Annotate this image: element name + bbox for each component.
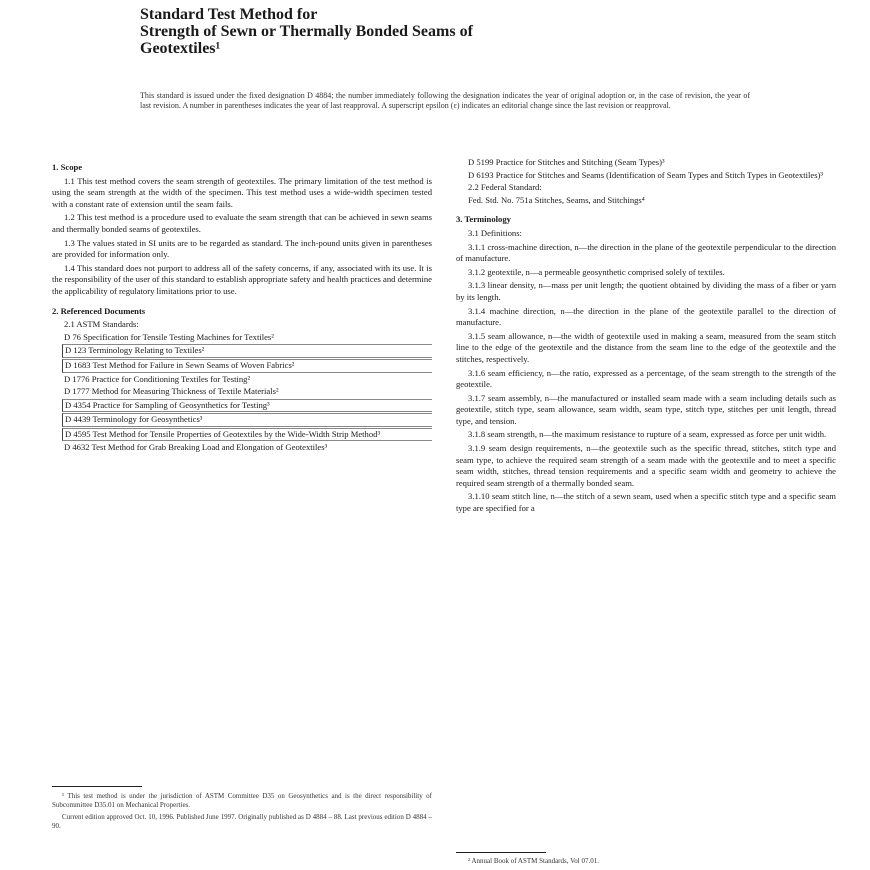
terminology-definition: 3.1 Definitions: [468,227,522,238]
reference-item: D 4595 Test Method for Tensile Properties of Geotextiles by the Wide-Width Strip Method³ [62,428,432,442]
title-line: Standard Test Method for [140,6,318,23]
reference-item: D 5199 Practice for Stitches and Stitching (Seam Types)³ [468,157,665,167]
section-heading-terminology: 3. Terminology [456,214,511,225]
reference-item: D 123 Terminology Relating to Textiles² [62,344,432,358]
right-column [456,157,836,517]
terminology-definition: 3.1.1 cross-machine direction, n—the direction in the plane of the geotextile perpendicular to the direction of manufacture. [456,241,836,264]
reference-item: D 1777 Method for Measuring Thickness of Textile Materials² [64,386,279,397]
designation-notice: This standard is issued under the fixed designation D 4884; the number immediately following the designation indicates the year of original adoption or, in the case of revision, the year of last revision. A number in parentheses indicates the year of last reapproval. A superscript epsilon (ε) indicates an editorial change since the last revision or reapproval. [140,91,750,110]
terminology-definition: 3.1.8 seam strength, n—the maximum resistance to rupture of a seam, expressed as force per unit width. [468,429,827,440]
title-line: Strength of Sewn or Thermally Bonded Seams of [140,23,473,40]
footnote: ¹ This test method is under the jurisdiction of ASTM Committee D35 on Geosynthetics and is the direct responsibility of Subcommittee D35.01 on Mechanical Properties. [52,792,432,809]
terminology-definition: 3.1.6 seam efficiency, n—the ratio, expressed as a percentage, of the seam strength to the strength of the geotextile. [456,367,836,390]
footnote-right: ² Annual Book of ASTM Standards, Vol 07.01. [468,857,599,865]
reference-list-continued [456,157,836,206]
terminology-definition: 3.1.5 seam allowance, n—the width of geotextile used in making a seam, measured from the seam stitch line to the edge of the geotextile and the distance from the seam line to the edge of the geotextile and the stitches, respectively. [456,330,836,364]
terminology-definition: 3.1.7 seam assembly, n—the manufactured or installed seam made with a seam including details such as geotextile, stitch type, seam allowance, seam width, seam type, stitch type, stitches per unit length, thread type, and tension. [456,392,836,426]
footnote: Current edition approved Oct. 10, 1996. Published June 1997. Originally published as D 4884 – 88. Last previous edition D 4884 – 90. [52,813,432,830]
scope-paragraph: 1.2 This test method is a procedure used to evaluate the seam strength that can be achieved in sewn seams and thermally bonded seams of geotextiles. [52,212,432,234]
terminology-definition: 3.1.4 machine direction, n—the direction in the plane of the geotextile parallel to the direction of manufacture. [456,305,836,328]
scope-paragraph: 1.4 This standard does not purport to address all of the safety concerns, if any, associated with its use. It is the responsibility of the user of this standard to establish appropriate safety and health practices and determine the applicability of regulatory limitations prior to use. [52,262,432,296]
reference-item: D 76 Specification for Tensile Testing Machines for Textiles² [64,331,274,342]
reference-item: Fed. Std. No. 751a Stitches, Seams, and Stitchings⁴ [468,194,645,205]
left-column [52,162,432,455]
footnote-divider [456,852,546,853]
reference-item: 2.1 ASTM Standards: [64,319,139,330]
terminology-definition: 3.1.9 seam design requirements, n—the geotextile such as the specific thread, stitches, stitch type and seam type, to achieve the required seam strength of a seam made with the geotextile and to meet a specific seam width, stitches, thread tension requirements and a specific seam width and geometry to achieve the required seam strength of a thermally bonded seam. [456,443,836,488]
scope-paragraph: 1.1 This test method covers the seam strength of geotextiles. The primary limitation of the test method is using the seam strength at the width of the specimen. This test method uses a wide-width specimen tested with a constant rate of extension until the seam fails. [52,175,432,209]
reference-item: D 4439 Terminology for Geosynthetics³ [62,413,432,427]
reference-item: D 1776 Practice for Conditioning Textiles for Testing² [64,373,251,384]
reference-item: D 4632 Test Method for Grab Breaking Load and Elongation of Geotextiles³ [64,442,328,453]
terminology-definition: 3.1.10 seam stitch line, n—the stitch of a sewn seam, used when a specific stitch type and a specific seam type are specified for a [456,491,836,514]
reference-item: D 1683 Test Method for Failure in Sewn Seams of Woven Fabrics² [62,359,432,373]
reference-item: D 6193 Practice for Stitches and Seams (Identification of Seam Types and Stitch Types in Geotextiles)³ [468,169,823,180]
reference-list [52,319,432,454]
terminology-list [456,228,836,515]
reference-item: 2.2 Federal Standard: [468,182,542,193]
title-line: Geotextiles¹ [140,40,221,57]
reference-item: D 4354 Practice for Sampling of Geosynthetics for Testing³ [62,399,432,413]
section-heading-referenced-documents: 2. Referenced Documents [52,305,146,316]
footnote-divider [52,786,142,787]
terminology-definition: 3.1.3 linear density, n—mass per unit length; the quotient obtained by dividing the mass of a fiber or yarn by its length. [456,280,836,302]
terminology-definition: 3.1.2 geotextile, n—a permeable geosynthetic comprised solely of textiles. [468,266,725,277]
footnotes-left [52,792,432,834]
section-heading-scope: 1. Scope [52,162,83,172]
document-title [140,6,740,57]
scope-paragraph: 1.3 The values stated in SI units are to be regarded as standard. The inch-pound units given in parentheses are provided for information only. [52,237,432,260]
